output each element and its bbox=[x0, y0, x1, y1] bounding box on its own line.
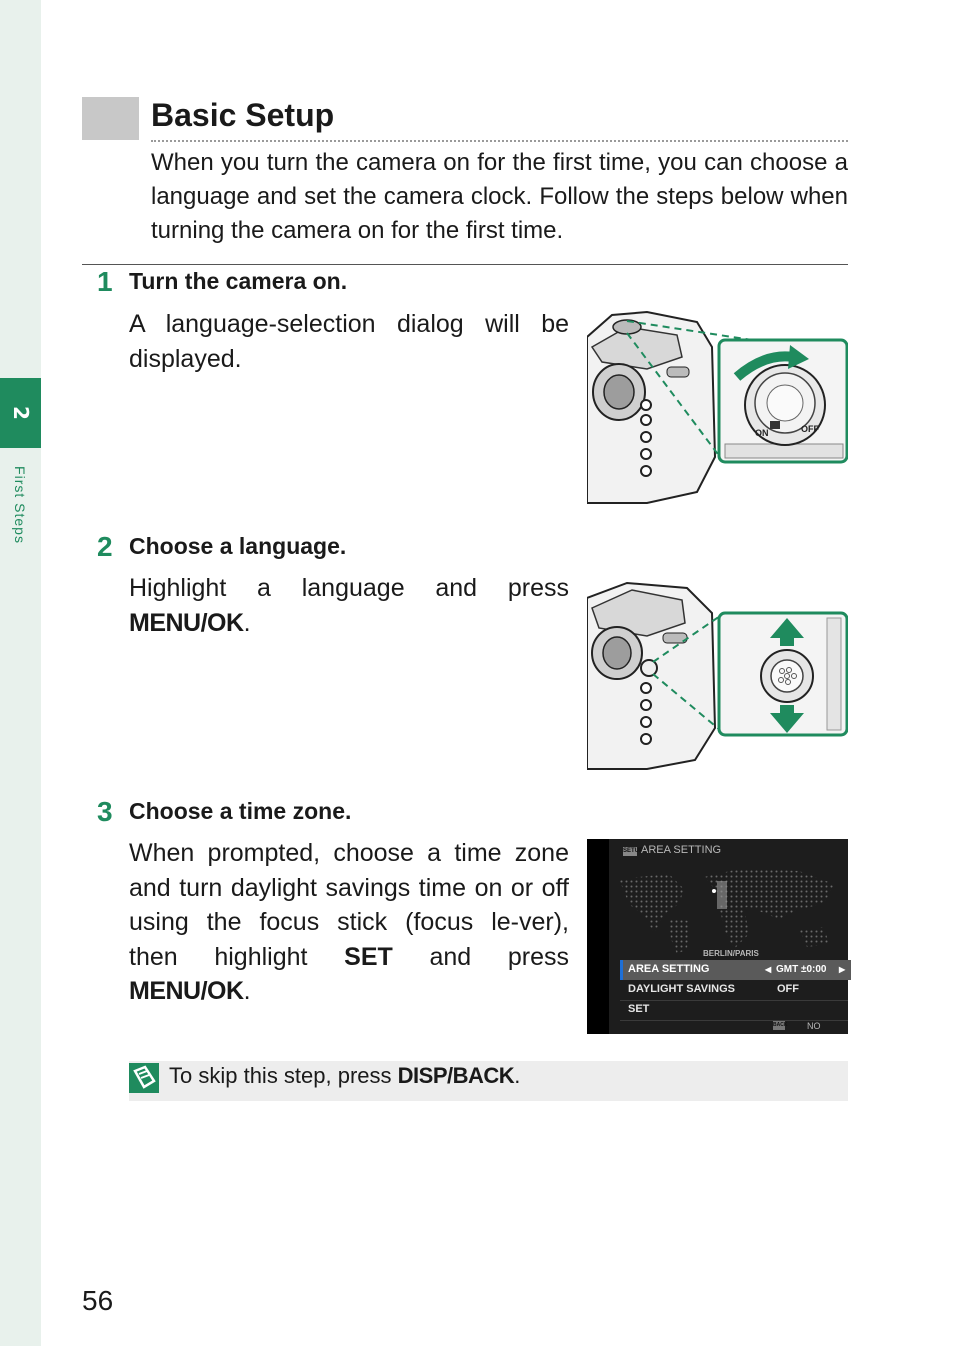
screen-row-set[interactable] bbox=[620, 1000, 848, 1021]
menu-ok-key: MENU/OK bbox=[129, 977, 244, 1005]
heading-marker bbox=[82, 97, 139, 140]
screen-row-label: AREA SETTING bbox=[628, 963, 710, 975]
camera-area-setting-screen bbox=[587, 839, 848, 1034]
step-2-number: 2 bbox=[97, 531, 113, 562]
step-1-title: Turn the camera on. bbox=[129, 268, 348, 294]
step-3-title: Choose a time zone. bbox=[129, 798, 352, 824]
on-label: ON bbox=[755, 428, 769, 438]
screen-footer-label: NO bbox=[807, 1021, 821, 1031]
chapter-title: First Steps bbox=[12, 466, 28, 544]
note-text-body: To skip this step, press bbox=[169, 1063, 392, 1088]
title-dotted-rule bbox=[151, 140, 848, 142]
right-arrow-icon: ▶ bbox=[839, 965, 846, 974]
screen-row-label: DAYLIGHT SAVINGS bbox=[628, 983, 735, 995]
step-1-number: 1 bbox=[97, 266, 113, 297]
power-switch-illustration bbox=[587, 307, 848, 505]
screen-row-value: GMT ±0:00 bbox=[776, 964, 827, 975]
note-text bbox=[169, 1061, 520, 1091]
step-1-body: A language-selection dialog will be displayed. bbox=[129, 310, 569, 373]
step-2-body-text: Highlight a language and press bbox=[129, 574, 569, 602]
step-3-body-text: When prompted, choose a time zone and turn daylight savings time on or off using the focus stick (focus le-ver), then highlight bbox=[129, 839, 569, 971]
step-3-body bbox=[129, 836, 569, 1009]
chapter-tab bbox=[0, 378, 41, 448]
note-text-end: . bbox=[514, 1063, 521, 1088]
step-3-body-middle: and press bbox=[429, 942, 569, 971]
off-label: OFF bbox=[801, 424, 819, 434]
note-icon bbox=[129, 1063, 159, 1093]
step-2-body-end: . bbox=[243, 608, 251, 637]
step-3-number: 3 bbox=[97, 796, 113, 827]
set-key: SET bbox=[344, 942, 393, 971]
section-title: Basic Setup bbox=[151, 97, 335, 133]
step-2-body bbox=[129, 571, 569, 640]
chapter-sidebar bbox=[0, 0, 41, 1346]
disp-back-key: DISP/BACK bbox=[397, 1063, 515, 1088]
section-intro: When you turn the camera on for the first time, you can choose a language and set the camera clock. Follow the steps below when turning the camera on for the first time. bbox=[151, 149, 848, 244]
section-divider bbox=[82, 264, 848, 265]
screen-row-area-setting[interactable] bbox=[620, 960, 851, 980]
page-number: 56 bbox=[82, 1285, 114, 1316]
step-3-body-end: . bbox=[243, 977, 251, 1005]
map-city-label: BERLIN/PARIS bbox=[703, 949, 759, 958]
setup-badge: SETUP bbox=[623, 848, 644, 854]
menu-ok-key: MENU/OK bbox=[129, 608, 244, 637]
step-2-title: Choose a language. bbox=[129, 533, 347, 559]
screen-row-daylight-savings[interactable] bbox=[620, 980, 848, 1001]
back-badge: BACK bbox=[773, 1022, 788, 1028]
screen-header-title: AREA SETTING bbox=[641, 844, 722, 856]
screen-row-label: SET bbox=[628, 1003, 650, 1015]
focus-stick-illustration bbox=[587, 578, 848, 770]
note-box bbox=[129, 1061, 848, 1101]
left-arrow-icon: ◀ bbox=[765, 965, 772, 974]
screen-row-value: OFF bbox=[777, 983, 799, 995]
world-map bbox=[609, 859, 848, 959]
chapter-number: 2 bbox=[8, 406, 33, 420]
